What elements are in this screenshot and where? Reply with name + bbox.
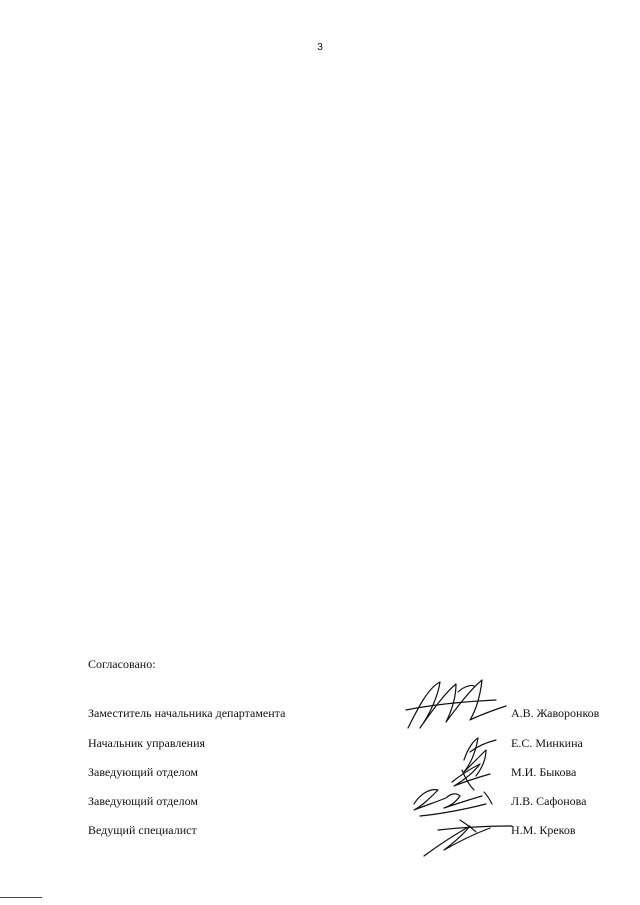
signatory-name: Е.С. Минкина [511,736,583,750]
signatory-position: Заместитель начальника департамента [88,706,286,720]
approval-heading: Согласовано: [88,657,156,671]
signatory-position: Начальник управления [88,736,206,750]
page-number: 3 [317,42,323,53]
signatory-row [88,794,608,810]
signatory-position: Заведующий отделом [88,765,198,779]
handwritten-signature-icon [400,670,520,870]
signatory-name: А.В. Жаворонков [511,706,600,720]
footer-rule [0,897,42,898]
signatory-row [88,765,608,781]
signatory-name: М.И. Быкова [511,765,577,779]
signatory-row [88,706,608,722]
signatory-position: Заведующий отделом [88,794,198,808]
signatory-row [88,736,608,752]
signatory-position: Ведущий специалист [88,823,197,837]
signatory-row [88,823,608,839]
signatory-name: Н.М. Креков [511,823,576,837]
signatory-name: Л.В. Сафонова [511,794,587,808]
